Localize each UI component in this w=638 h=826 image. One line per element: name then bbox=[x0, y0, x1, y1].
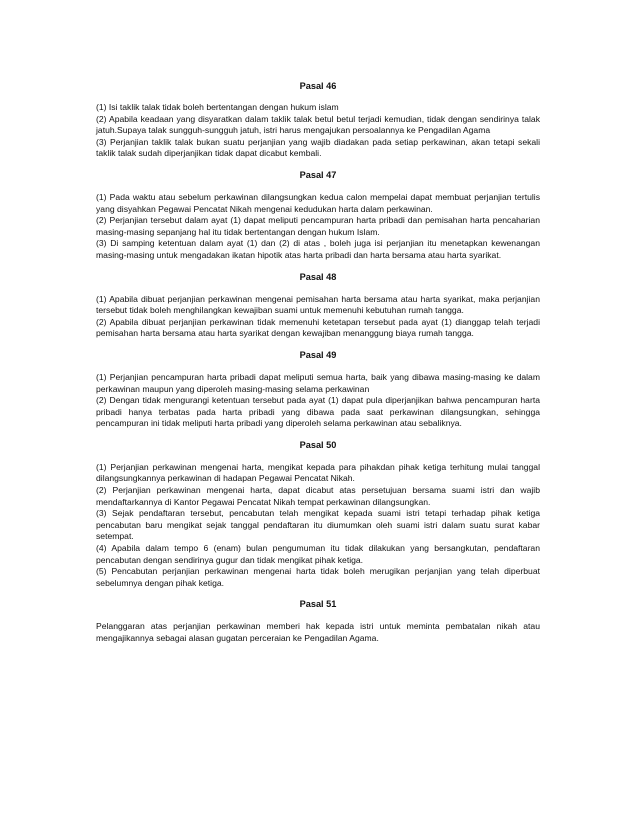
article-paragraph: (2) Apabila dibuat perjanjian perkawinan tidak memenuhi ketetapan tersebut pada ayat (1) dianggap telah terjadi pemisahan harta bersama atau harta syarikat dengan kewajiban menanggung biaya rumah tangga. bbox=[96, 316, 540, 339]
article-title: Pasal 49 bbox=[299, 349, 337, 360]
article-paragraph: (1) Apabila dibuat perjanjian perkawinan mengenai pemisahan harta bersama atau harta syarikat, maka perjanjian tersebut tidak boleh menghilangkan kewajiban suami untuk memenuhi kebutuhan rumah tangga. bbox=[96, 293, 540, 316]
article-pasal-49 bbox=[96, 349, 540, 430]
article-paragraph: Pelanggaran atas perjanjian perkawinan memberi hak kepada istri untuk meminta pembatalan nikah atau mengajikannya sebagai alasan gugatan perceraian ke Pengadilan Agama. bbox=[96, 621, 540, 643]
article-paragraph: (5) Pencabutan perjanjian perkawinan mengenai harta tidak boleh merugikan perjanjian yang telah diperbuat sebelumnya dengan pihak ketiga. bbox=[96, 566, 540, 588]
article-paragraph: (3) Sejak pendaftaran tersebut, pencabutan telah mengikat kepada suami istri tetapi terhadap pihak ketiga pencabutan baru mengikat sejak tanggal pendaftaran itu diumumkan oleh suami istri dalam suatu surat kabar setempat. bbox=[96, 508, 540, 542]
article-pasal-47 bbox=[96, 169, 540, 262]
article-paragraph: (1) Perjanjian perkawinan mengenai harta, mengikat kepada para pihakdan pihak ketiga terhitung mulai tanggal dilangsungkannya perkawinan di hadapan Pegawai Pencatat Nikah. bbox=[96, 461, 540, 484]
article-paragraph: (1) Isi taklik talak tidak boleh bertentangan dengan hukum islam bbox=[96, 102, 339, 112]
article-title: Pasal 51 bbox=[299, 599, 337, 610]
article-pasal-46 bbox=[96, 80, 540, 160]
article-paragraph: (4) Apabila dalam tempo 6 (enam) bulan pengumuman itu tidak dilakukan yang bersangkutan, pendaftaran pencabutan dengan sendirinya gugur dan tidak mengikat pihak ketiga. bbox=[96, 543, 540, 565]
article-paragraph: (2) Perjanjian tersebut dalam ayat (1) dapat meliputi pencampuran harta pribadi dan pemisahan harta pencaharian masing-masing sepanjang hal itu tidak bertentangan dengan hukum Islam. bbox=[96, 215, 540, 237]
article-paragraph: (2) Perjanjian perkawinan mengenai harta, dapat dicabut atas persetujuan bersama suami istri dan wajib mendaftarkannya di Kantor Pegawai Pencatat Nikah tempat perkawinan dilangsungkan. bbox=[96, 485, 540, 507]
article-paragraph: (3) Di samping ketentuan dalam ayat (1) dan (2) di atas , boleh juga isi perjanjian itu menetapkan kewenangan masing-masing untuk mengadakan ikatan hipotik atas harta pribadi dan harta bersama atau harta syarikat. bbox=[96, 238, 540, 260]
article-paragraph: (2) Apabila keadaan yang disyaratkan dalam taklik talak betul betul terjadi kemudian, tidak dengan sendirinya talak jatuh.Supaya talak sungguh-sungguh jatuh, istri harus mengajukan persoalannya ke Pengadilan Agama bbox=[96, 113, 540, 136]
article-pasal-48 bbox=[96, 271, 540, 340]
article-pasal-50 bbox=[96, 439, 540, 590]
article-title: Pasal 46 bbox=[299, 81, 337, 91]
article-paragraph: (3) Perjanjian taklik talak bukan suatu perjanjian yang wajib diadakan pada setiap perkawinan, akan tetapi sekali taklik talak sudah diperjanjikan tidak dapat dicabut kembali. bbox=[96, 136, 540, 159]
article-paragraph: (1) Perjanjian pencampuran harta pribadi dapat meliputi semua harta, baik yang dibawa masing-masing ke dalam perkawinan maupun yang diperoleh masing-masing selama perkawinan bbox=[96, 371, 540, 394]
article-title: Pasal 50 bbox=[299, 439, 337, 450]
article-title: Pasal 47 bbox=[299, 169, 337, 180]
article-title: Pasal 48 bbox=[299, 271, 337, 282]
article-paragraph: (2) Dengan tidak mengurangi ketentuan tersebut pada ayat (1) dapat pula diperjanjikan bahwa pencampuran harta pribadi hanya terbatas pada harta pribadi yang dibawa pada saat perkawinan dilangsungkan, sehingga pencampuran ini tidak meliputi harta pribadi yang diperoleh selama perkawinan atau sebaliknya. bbox=[96, 395, 540, 429]
article-pasal-51 bbox=[96, 598, 540, 644]
document-page bbox=[96, 80, 540, 645]
article-paragraph: (1) Pada waktu atau sebelum perkawinan dilangsungkan kedua calon mempelai dapat membuat perjanjian tertulis yang disyahkan Pegawai Pencatat Nikah mengenai kedudukan harta dalam perkawinan. bbox=[96, 191, 540, 214]
